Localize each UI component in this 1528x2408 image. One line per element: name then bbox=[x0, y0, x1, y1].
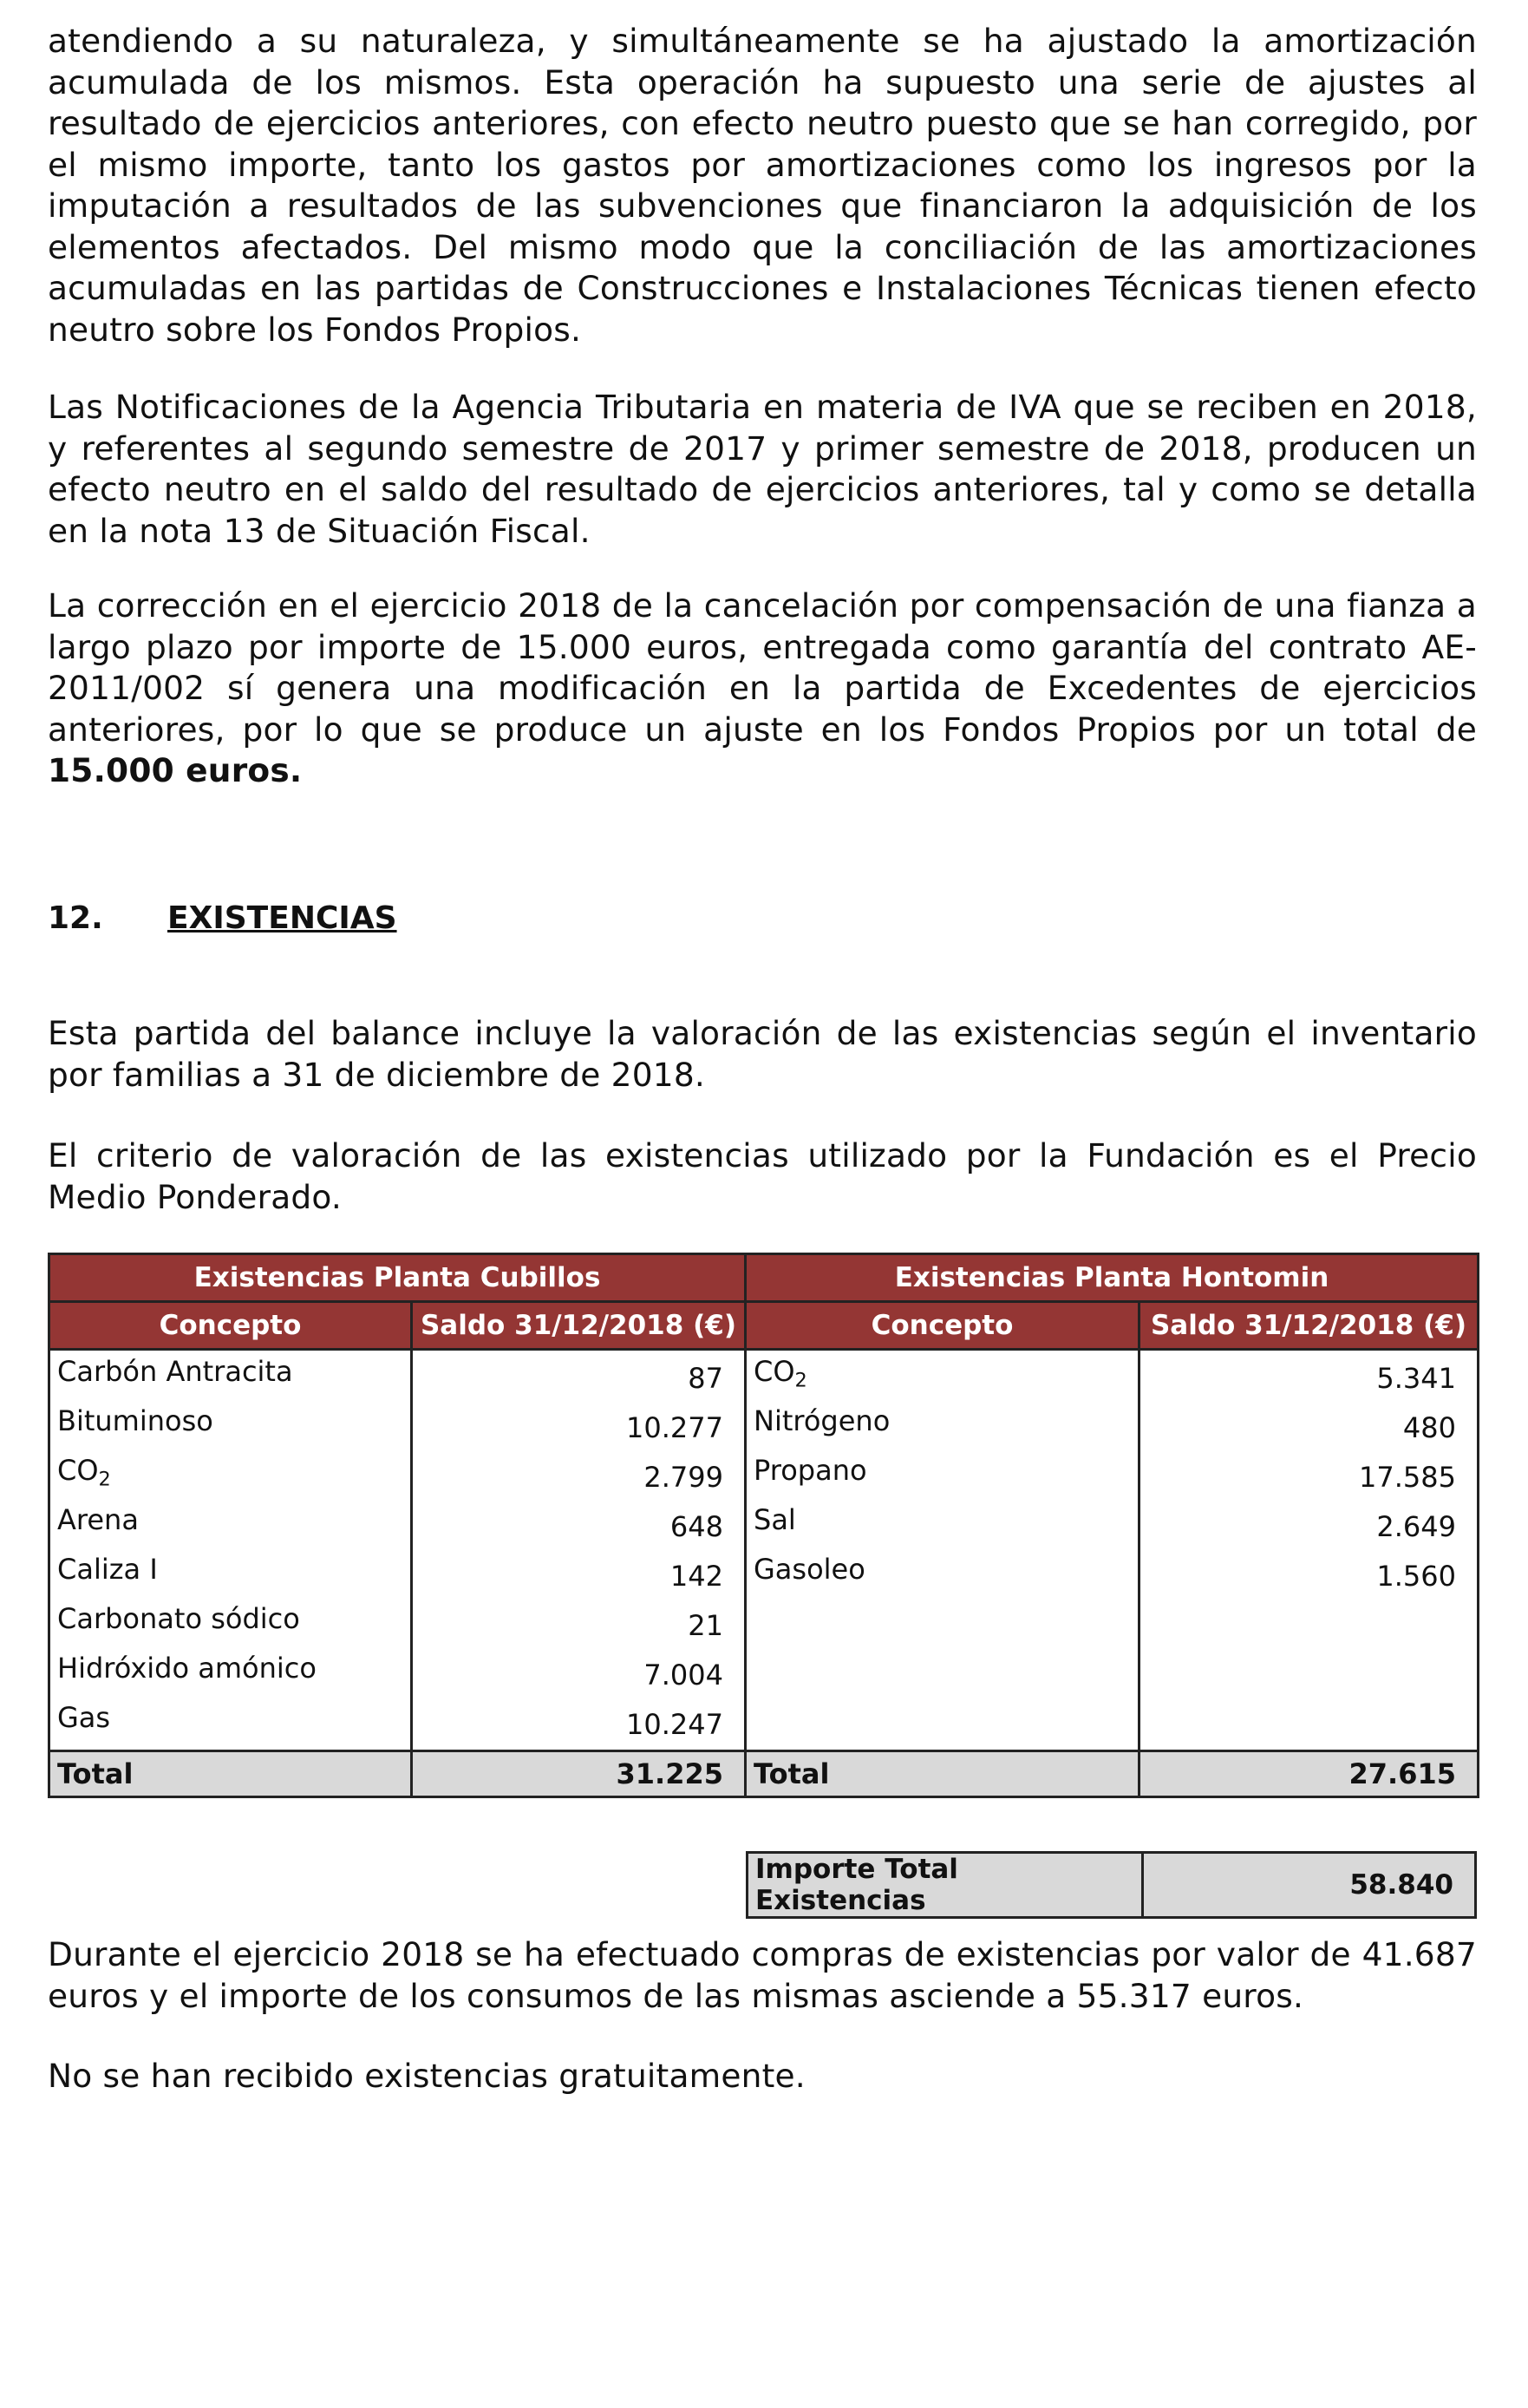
right-saldo-cell: 1.560 bbox=[1139, 1548, 1479, 1598]
right-concepto-cell bbox=[746, 1350, 1139, 1401]
concepto-label: Gasoleo bbox=[754, 1553, 865, 1586]
table-row bbox=[49, 1697, 1479, 1751]
existencias-table bbox=[48, 1253, 1479, 1798]
col-concepto-left: Concepto bbox=[49, 1302, 412, 1350]
right-concepto-cell bbox=[746, 1499, 1139, 1548]
left-saldo-cell: 648 bbox=[412, 1499, 746, 1548]
left-saldo-cell: 10.247 bbox=[412, 1697, 746, 1751]
left-concepto-cell bbox=[49, 1350, 412, 1401]
col-saldo-left: Saldo 31/12/2018 (€) bbox=[412, 1302, 746, 1350]
left-concepto-cell bbox=[49, 1548, 412, 1598]
table-header-row bbox=[49, 1302, 1479, 1350]
concepto-label: Arena bbox=[57, 1503, 139, 1536]
concepto-label: Caliza I bbox=[57, 1553, 158, 1586]
grand-total-value: 58.840 bbox=[1143, 1853, 1476, 1918]
table-row bbox=[49, 1449, 1479, 1499]
left-concepto-cell bbox=[49, 1400, 412, 1449]
concepto-label: Bituminoso bbox=[57, 1404, 213, 1437]
paragraph-compras: Durante el ejercicio 2018 se ha efectuado compras de existencias por valor de 41.687 euros y el importe de los consumos de las mismas asciende a 55.317 euros. bbox=[48, 1935, 1477, 2015]
grand-total-row bbox=[748, 1853, 1476, 1918]
left-total-label: Total bbox=[49, 1751, 412, 1797]
right-concepto-cell bbox=[746, 1647, 1139, 1697]
concepto-label: Gas bbox=[57, 1701, 111, 1734]
table-row bbox=[49, 1598, 1479, 1647]
right-saldo-cell bbox=[1139, 1697, 1479, 1751]
left-concepto-cell bbox=[49, 1647, 412, 1697]
left-saldo-cell: 10.277 bbox=[412, 1400, 746, 1449]
right-saldo-cell bbox=[1139, 1647, 1479, 1697]
cubillos-title: Existencias Planta Cubillos bbox=[49, 1254, 746, 1302]
grand-total-table bbox=[746, 1851, 1477, 1919]
table-row bbox=[49, 1400, 1479, 1449]
concepto-label: Sal bbox=[754, 1503, 796, 1536]
paragraph-partida: Esta partida del balance incluye la valoración de las existencias según el inventario por familias a 31 de diciembre de 2018. bbox=[48, 1014, 1477, 1094]
right-total-value: 27.615 bbox=[1139, 1751, 1479, 1797]
concepto-label: Hidróxido amónico bbox=[57, 1652, 317, 1685]
right-total-label: Total bbox=[746, 1751, 1139, 1797]
left-concepto-cell bbox=[49, 1697, 412, 1751]
table-title-row bbox=[49, 1254, 1479, 1302]
right-saldo-cell bbox=[1139, 1598, 1479, 1647]
subscript: 2 bbox=[98, 1468, 111, 1491]
section-heading bbox=[48, 898, 397, 939]
right-saldo-cell: 17.585 bbox=[1139, 1449, 1479, 1499]
grand-total-label: Importe Total Existencias bbox=[748, 1853, 1143, 1918]
section-number: 12. bbox=[48, 900, 103, 936]
concepto-label: Nitrógeno bbox=[754, 1404, 891, 1437]
right-concepto-cell bbox=[746, 1449, 1139, 1499]
table-row bbox=[49, 1499, 1479, 1548]
right-concepto-cell bbox=[746, 1548, 1139, 1598]
paragraph-fianza bbox=[48, 586, 1477, 792]
left-saldo-cell: 2.799 bbox=[412, 1449, 746, 1499]
paragraph-gratuitas: No se han recibido existencias gratuitamente. bbox=[48, 2057, 806, 2095]
section-title: EXISTENCIAS bbox=[167, 900, 397, 936]
table-body bbox=[49, 1350, 1479, 1797]
left-concepto-cell bbox=[49, 1499, 412, 1548]
table-row bbox=[49, 1647, 1479, 1697]
left-concepto-cell bbox=[49, 1598, 412, 1647]
paragraph-fianza-text: La corrección en el ejercicio 2018 de la cancelación por compensación de una fianza a largo plazo por importe de 15.000 euros, entregada como garantía del contrato AE-2011/002 sí genera una modificación en la partida de Excedentes de ejercicios anteriores, por lo que se produce un ajuste en los Fondos Propios por un total de bbox=[48, 586, 1477, 749]
left-concepto-cell bbox=[49, 1449, 412, 1499]
col-concepto-right: Concepto bbox=[746, 1302, 1139, 1350]
left-saldo-cell: 87 bbox=[412, 1350, 746, 1401]
concepto-label: CO bbox=[754, 1355, 795, 1388]
table-row bbox=[49, 1548, 1479, 1598]
left-total-value: 31.225 bbox=[412, 1751, 746, 1797]
table-row bbox=[49, 1350, 1479, 1401]
right-concepto-cell bbox=[746, 1598, 1139, 1647]
right-saldo-cell: 5.341 bbox=[1139, 1350, 1479, 1401]
paragraph-fianza-amount: 15.000 euros. bbox=[48, 751, 303, 789]
paragraph-iva: Las Notificaciones de la Agencia Tributaria en materia de IVA que se reciben en 2018, y referentes al segundo semestre de 2017 y primer semestre de 2018, producen un efecto neutro en el saldo del resultado de ejercicios anteriores, tal y como se detalla en la nota 13 de Situación Fiscal. bbox=[48, 388, 1477, 550]
paragraph-amortizacion: atendiendo a su naturaleza, y simultáneamente se ha ajustado la amortización acumulada de los mismos. Esta operación ha supuesto una serie de ajustes al resultado de ejercicios anteriores, con efecto neutro puesto que se han corregido, por el mismo importe, tanto los gastos por amortizaciones como los ingresos por la imputación a resultados de las subvenciones que financiaron la adquisición de los elementos afectados. Del mismo modo que la conciliación de las amortizaciones acumuladas en las partidas de Construcciones e Instalaciones Técnicas tienen efecto neutro sobre los Fondos Propios. bbox=[48, 22, 1477, 349]
right-concepto-cell bbox=[746, 1400, 1139, 1449]
left-saldo-cell: 21 bbox=[412, 1598, 746, 1647]
left-saldo-cell: 7.004 bbox=[412, 1647, 746, 1697]
subscript: 2 bbox=[794, 1369, 807, 1392]
concepto-label: Propano bbox=[754, 1454, 867, 1487]
right-saldo-cell: 2.649 bbox=[1139, 1499, 1479, 1548]
hontomin-title: Existencias Planta Hontomin bbox=[746, 1254, 1479, 1302]
concepto-label: CO bbox=[57, 1454, 99, 1487]
left-saldo-cell: 142 bbox=[412, 1548, 746, 1598]
concepto-label: Carbón Antracita bbox=[57, 1355, 293, 1388]
right-concepto-cell bbox=[746, 1697, 1139, 1751]
total-row bbox=[49, 1751, 1479, 1797]
right-saldo-cell: 480 bbox=[1139, 1400, 1479, 1449]
col-saldo-right: Saldo 31/12/2018 (€) bbox=[1139, 1302, 1479, 1350]
paragraph-criterio: El criterio de valoración de las existencias utilizado por la Fundación es el Precio Medio Ponderado. bbox=[48, 1136, 1477, 1216]
concepto-label: Carbonato sódico bbox=[57, 1602, 300, 1635]
